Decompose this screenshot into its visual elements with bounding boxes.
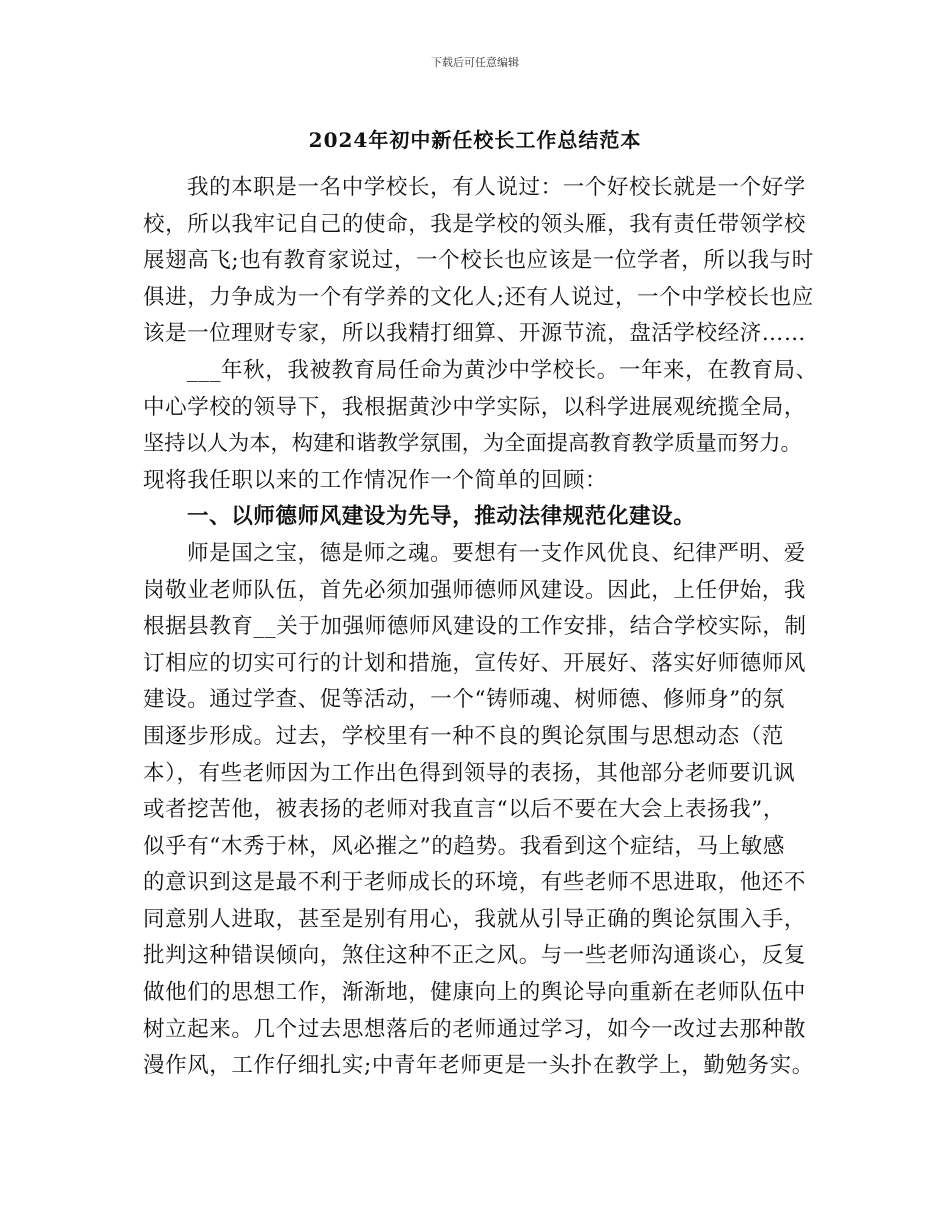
- paragraph-line: 树立起来。几个过去思想落后的老师通过学习，如今一改过去那种散: [143, 1016, 807, 1042]
- header-note: 下载后可任意编辑: [431, 56, 519, 69]
- paragraph-line: 或者挖苦他，被表扬的老师对我直言“以后不要在大会上表扬我”，: [143, 797, 785, 823]
- paragraph-line: 似乎有“木秀于林，风必摧之”的趋势。我看到这个症结，马上敏感: [143, 833, 785, 859]
- paragraph-line: 俱进，力争成为一个有学养的文化人;还有人说过，一个中学校长也应: [143, 284, 814, 310]
- paragraph-line: 漫作风，工作仔细扎实;中青年老师更是一头扑在教学上，勤勉务实。: [143, 1053, 814, 1079]
- document-title: 2024年初中新任校长工作总结范本: [308, 128, 642, 152]
- section-heading: 一、以师德师风建设为先导，推动法律规范化建设。: [187, 504, 696, 530]
- paragraph-line: 我的本职是一名中学校长，有人说过：一个好校长就是一个好学: [187, 175, 806, 200]
- paragraph-line: 根据县教育__关于加强师德师风建设的工作安排，结合学校实际，制: [143, 614, 807, 640]
- paragraph-line: 建设。通过学查、促等活动，一个“铸师魂、树师德、修师身”的氛: [143, 687, 785, 713]
- paragraph-line: 现将我任职以来的工作情况作一个简单的回顾：: [143, 467, 608, 493]
- paragraph-line: 订相应的切实可行的计划和措施，宣传好、开展好、落实好师德师风: [143, 650, 807, 676]
- paragraph-line: 岗敬业老师队伍，首先必须加强师德师风建设。因此，上任伊始，我: [143, 577, 807, 603]
- paragraph-line: 做他们的思想工作，渐渐地，健康向上的舆论导向重新在老师队伍中: [143, 980, 807, 1006]
- paragraph-line: 该是一位理财专家，所以我精打细算、开源节流，盘活学校经济……: [143, 321, 807, 347]
- document-body: [143, 170, 823, 1085]
- paragraph-line: 坚持以人为本，构建和谐教学氛围，为全面提高教育教学质量而努力。: [143, 431, 802, 457]
- paragraph-line: 批判这种错误倾向，煞住这种不正之风。与一些老师沟通谈心，反复: [143, 943, 807, 969]
- paragraph-line: 围逐步形成。过去，学校里有一种不良的舆论氛围与思想动态（范: [143, 723, 784, 749]
- paragraph-line: 师是国之宝，德是师之魂。要想有一支作风优良、纪律严明、爱: [187, 540, 806, 566]
- paragraph-line: 校，所以我牢记自己的使命，我是学校的领头雁，我有责任带领学校: [143, 211, 807, 237]
- paragraph-line: ___年秋，我被教育局任命为黄沙中学校长。一年来，在教育局、: [187, 357, 818, 383]
- paragraph-line: 中心学校的领导下，我根据黄沙中学实际，以科学进展观统揽全局，: [143, 394, 807, 420]
- paragraph-line: 同意别人进取，甚至是别有用心，我就从引导正确的舆论氛围入手，: [143, 906, 807, 932]
- paragraph-line: 本），有些老师因为工作出色得到领导的表扬，其他部分老师要讥讽: [143, 760, 796, 786]
- paragraph-line: 的意识到这是最不利于老师成长的环境，有些老师不思进取，他还不: [143, 870, 807, 896]
- paragraph-line: 展翅高飞;也有教育家说过，一个校长也应该是一位学者，所以我与时: [143, 248, 814, 274]
